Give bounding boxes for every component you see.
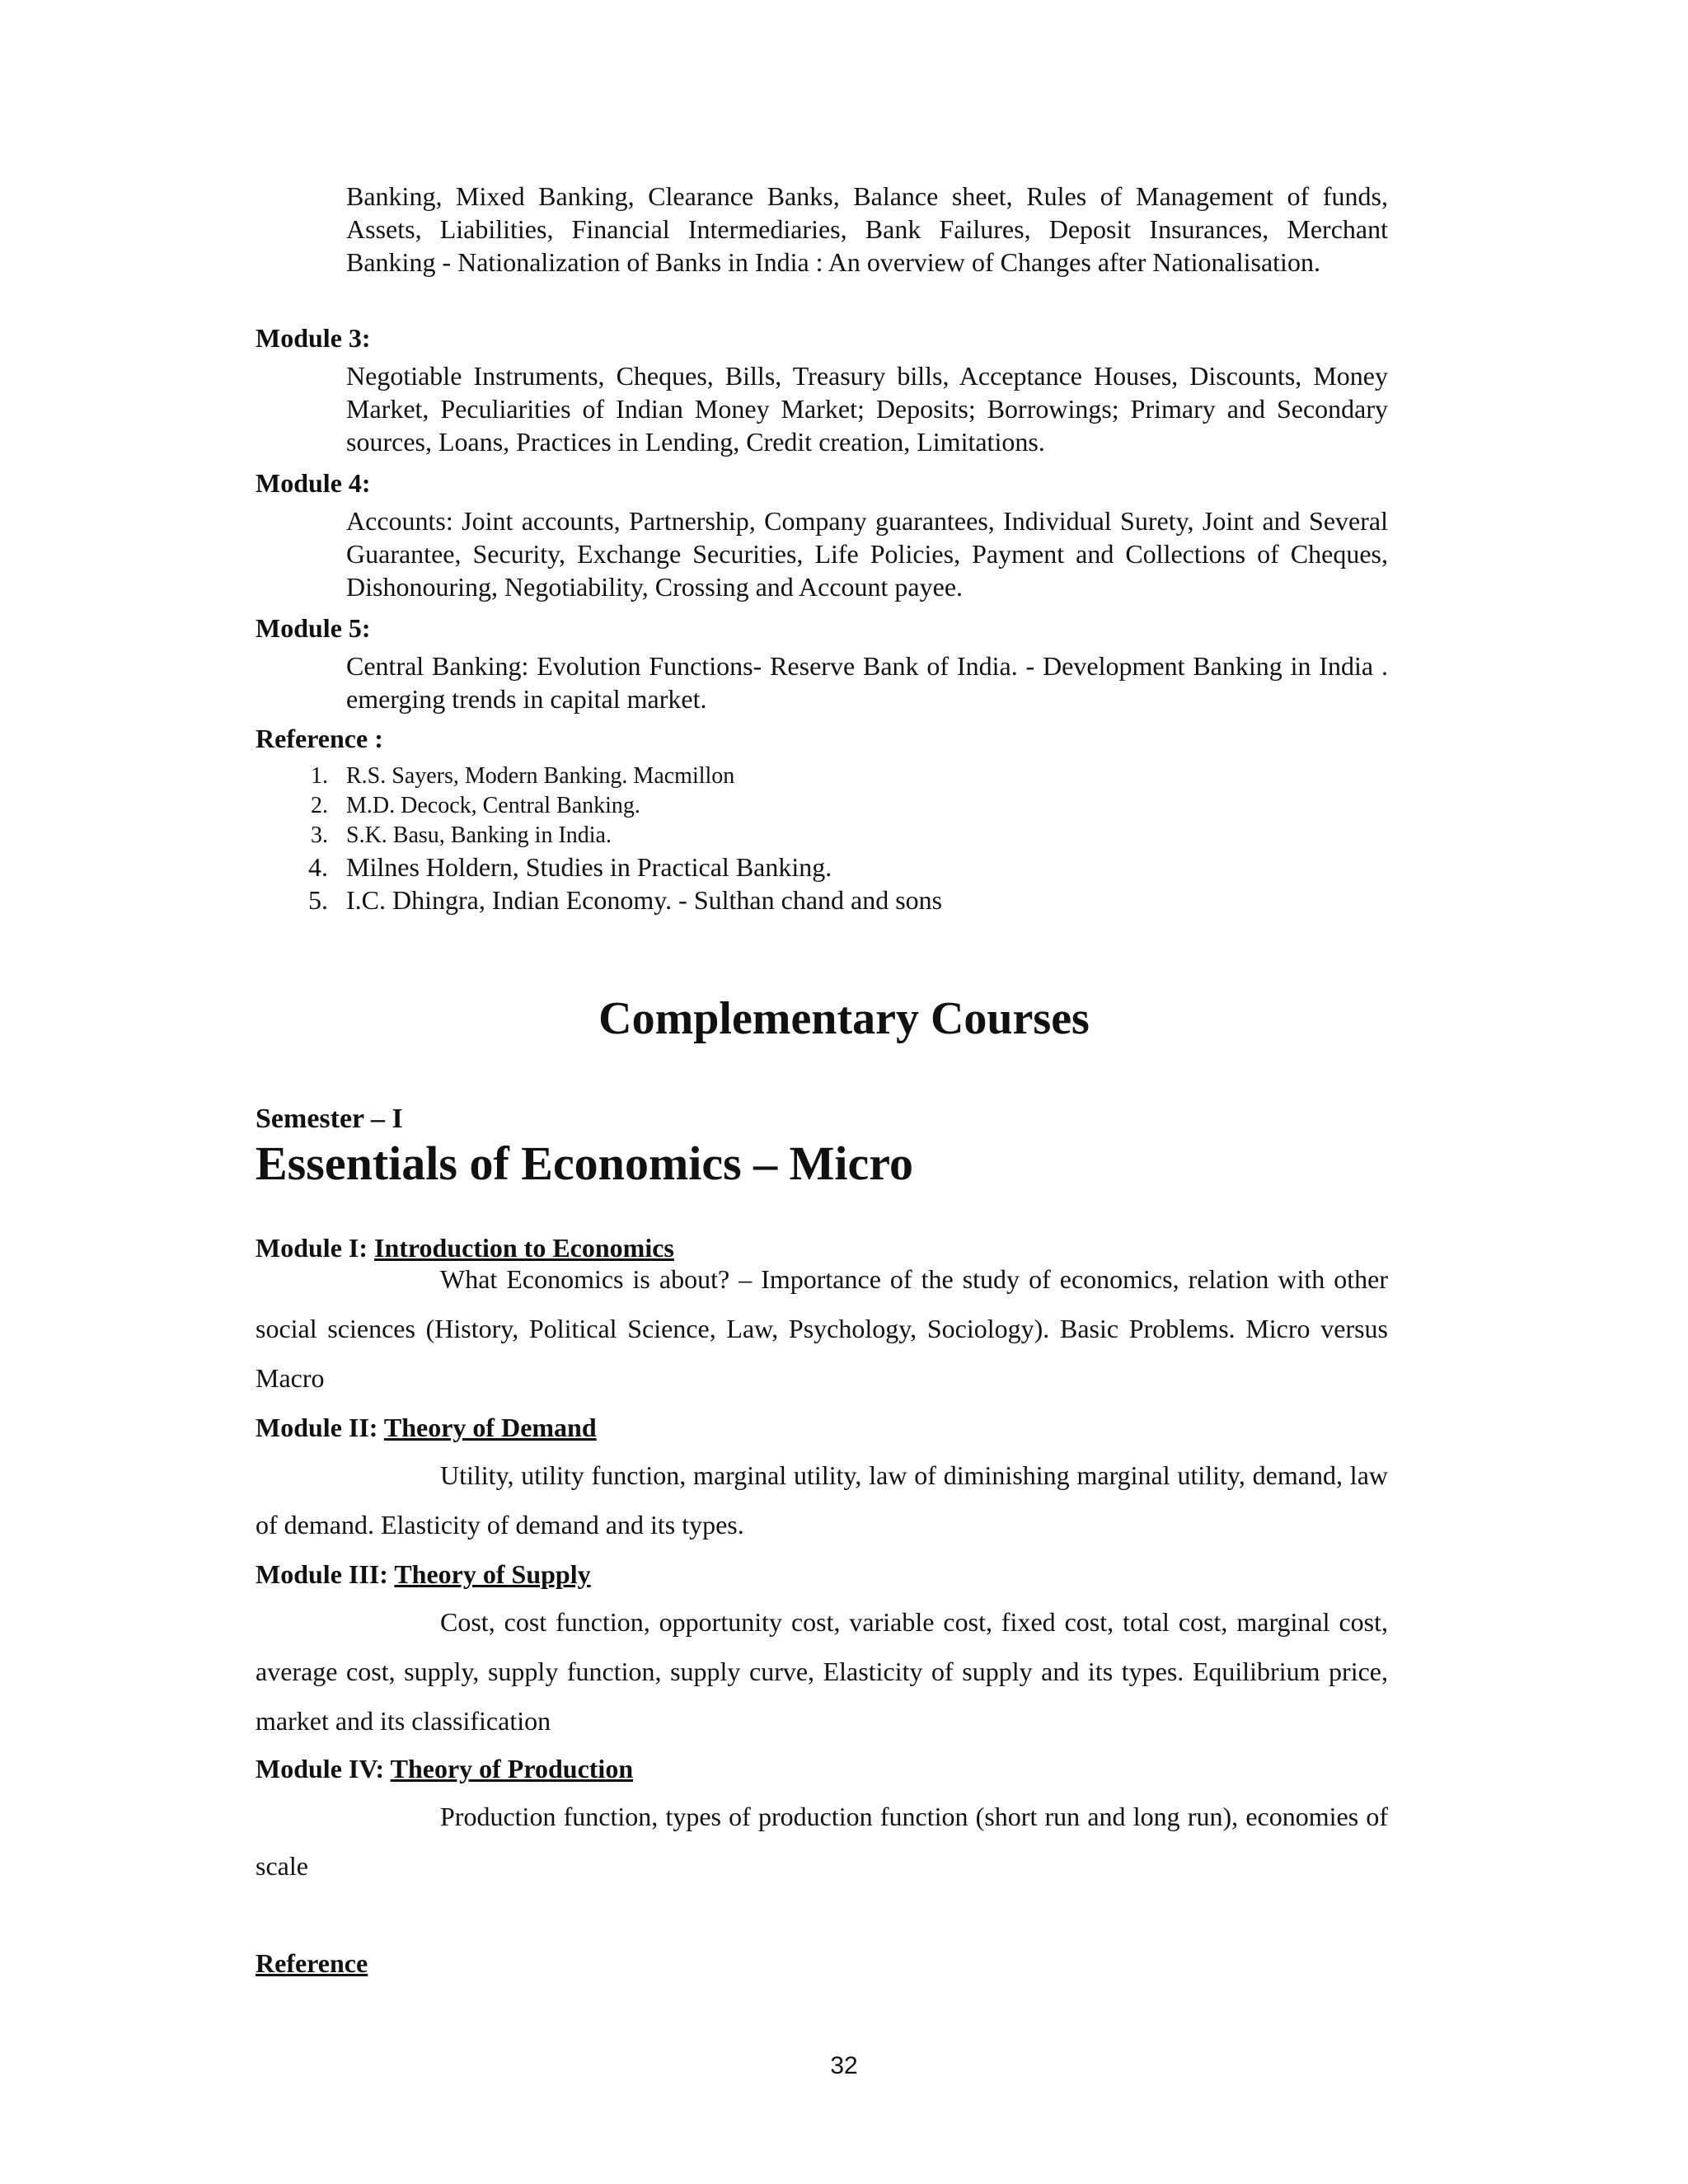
reference-list [297,762,1368,916]
reference-item [297,762,1368,791]
reference-number: 2. [311,793,328,818]
micro-module-label: Module I: [256,1233,368,1263]
reference-item [297,821,1368,851]
micro-module-title: Theory of Production [390,1754,634,1783]
reference-text: S.K. Basu, Banking in India. [346,823,612,848]
page-number: 32 [830,2052,858,2079]
reference-item [297,791,1368,821]
reference-heading: Reference : [256,724,383,753]
reference-text: I.C. Dhingra, Indian Economy. - Sulthan chand and sons [346,885,943,915]
module-5-text: Central Banking: Evolution Functions- Reserve Bank of India. - Development Banking in India . emerging trends in capital market. [346,651,1388,714]
micro-module-3-heading [256,1558,591,1591]
reference-number: 1. [311,763,328,789]
module-3-text: Negotiable Instruments, Cheques, Bills, Treasury bills, Acceptance Houses, Discounts, Money Market, Peculiarities of Indian Money Market; Deposits; Borrowings; Primary and Secondary sources, Loans, Practices in Lending, Credit creation, Limitations. [346,361,1388,457]
micro-module-2-heading [256,1411,597,1444]
reference-number: 4. [308,852,328,882]
banking-continuation-paragraph: Banking, Mixed Banking, Clearance Banks, Balance sheet, Rules of Management of funds, Assets, Liabilities, Financial Intermediaries, Bank Failures, Deposit Insurances, Merchant Banking - Nationalization of Banks in India : An overview of Changes after Nationalisation. [346,181,1388,277]
semester-label: Semester – I [256,1104,403,1134]
micro-module-4-heading [256,1752,633,1785]
reference-number: 5. [308,885,328,915]
reference-2-heading: Reference [256,1948,368,1978]
reference-text: M.D. Decock, Central Banking. [346,793,640,818]
module-3-heading: Module 3: [256,323,371,353]
micro-module-1-text: What Economics is about? – Importance of the study of economics, relation with other social sciences (History, Political Science, Law, Psychology, Sociology). Basic Problems. Micro versus Macro [256,1264,1388,1393]
complementary-courses-title: Complementary Courses [598,993,1090,1044]
micro-module-3-text: Cost, cost function, opportunity cost, variable cost, fixed cost, total cost, marginal cost, average cost, supply, supply function, supply curve, Elasticity of supply and its types. Equilibrium price, market and its classification [256,1607,1388,1736]
micro-module-title: Theory of Supply [394,1559,591,1589]
micro-module-title: Theory of Demand [383,1413,597,1442]
micro-module-label: Module III: [256,1559,388,1589]
reference-text: R.S. Sayers, Modern Banking. Macmillon [346,763,735,789]
reference-item [297,851,1368,883]
module-4-text: Accounts: Joint accounts, Partnership, Company guarantees, Individual Surety, Joint and Several Guarantee, Security, Exchange Securities, Life Policies, Payment and Collections of Cheques, Dishonouring, Negotiability, Crossing and Account payee. [346,506,1388,602]
micro-module-2-text: Utility, utility function, marginal utility, law of diminishing marginal utility, demand, law of demand. Elasticity of demand and its types. [256,1460,1388,1540]
module-4-heading: Module 4: [256,468,371,498]
reference-number: 3. [311,823,328,848]
module-5-heading: Module 5: [256,613,371,643]
micro-module-4-text: Production function, types of production function (short run and long run), economies of scale [256,1802,1388,1881]
micro-module-label: Module II: [256,1413,378,1442]
micro-module-label: Module IV: [256,1754,385,1783]
reference-text: Milnes Holdern, Studies in Practical Banking. [346,852,832,882]
reference-item [297,883,1368,916]
course-title: Essentials of Economics – Micro [256,1137,913,1190]
micro-module-title: Introduction to Economics [374,1233,674,1263]
